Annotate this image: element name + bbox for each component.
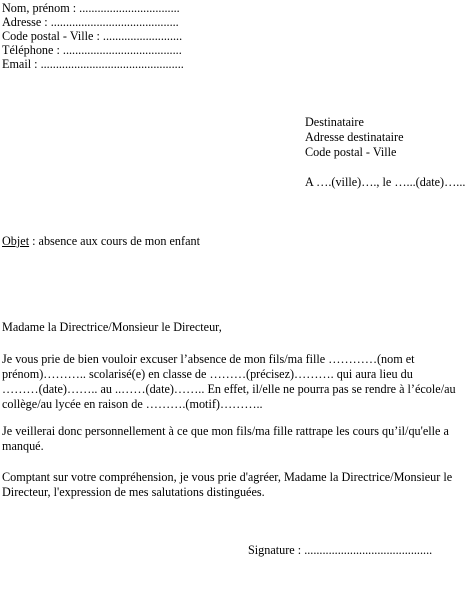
signature-line: Signature : .......................................... (248, 543, 433, 557)
sender-email-line: Email : ............................................... (2, 57, 184, 71)
paragraph-line: manqué. (2, 439, 44, 453)
paragraph-line: Je veillerai donc personnellement à ce que mon fils/ma fille rattrape les cours qu’il/qu'elle a (2, 424, 449, 438)
salutation: Madame la Directrice/Monsieur le Directeur, (2, 320, 222, 334)
paragraph-line: Je vous prie de bien vouloir excuser l’absence de mon fils/ma fille …………(nom et (2, 352, 415, 366)
paragraph-absence-request (2, 352, 470, 412)
paragraph-line: Comptant sur votre compréhension, je vous prie d'agréer, Madame la Directrice/Monsieur le (2, 470, 453, 484)
paragraph-line: collège/au lycée en raison de ……….(motif)……….. (2, 397, 263, 411)
paragraph-line: ………(date)…….. au ..……(date)…….. En effet, il/elle ne pourra pas se rendre à l’école/au (2, 382, 456, 396)
recipient-name: Destinataire (305, 115, 364, 129)
paragraph-line: prénom)……….. scolarisé(e) en classe de ………(précisez)………. qui aura lieu du (2, 367, 413, 381)
paragraph-catch-up (2, 424, 470, 454)
subject-text: : absence aux cours de mon enfant (29, 234, 200, 248)
subject-line (2, 234, 200, 248)
sender-address-line: Adresse : .......................................... (2, 15, 179, 29)
subject-label: Objet (2, 234, 30, 248)
recipient-block (305, 115, 403, 160)
recipient-postal: Code postal - Ville (305, 145, 397, 159)
paragraph-closing (2, 470, 470, 500)
recipient-address: Adresse destinataire (305, 130, 404, 144)
sender-name-line: Nom, prénom : ................................. (2, 1, 180, 15)
place-date-line: A ….(ville)…., le …...(date)…... (305, 175, 466, 189)
paragraph-line: Directeur, l'expression de mes salutations distinguées. (2, 485, 265, 499)
sender-block (2, 1, 184, 71)
sender-postal-line: Code postal - Ville : .......................... (2, 29, 183, 43)
sender-phone-line: Téléphone : ....................................... (2, 43, 182, 57)
